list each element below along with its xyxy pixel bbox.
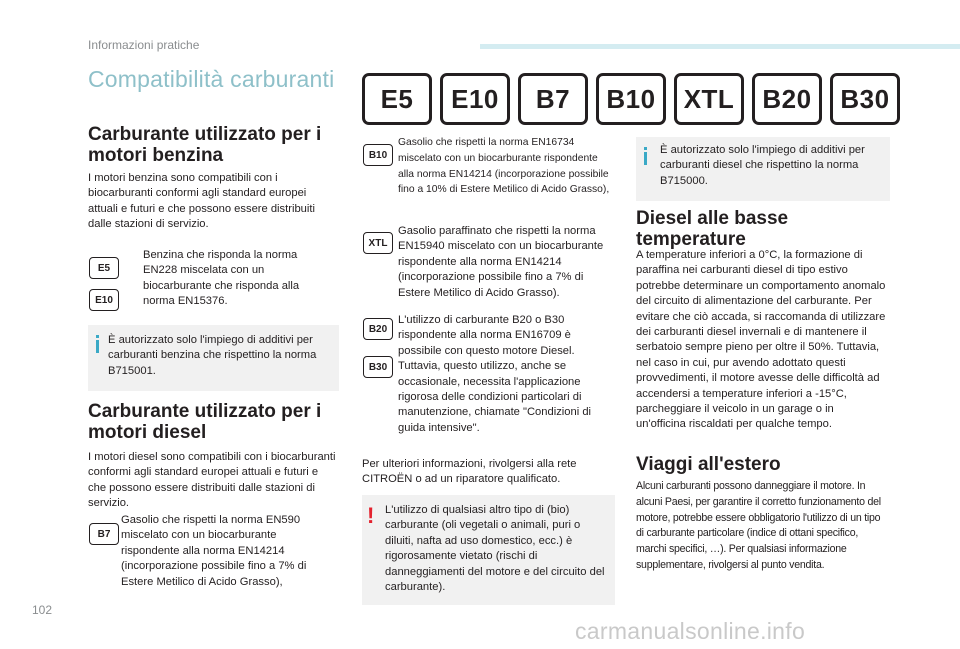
travel-heading: Viaggi all'estero bbox=[636, 454, 781, 475]
cold-heading: Diesel alle basse temperature bbox=[636, 208, 789, 250]
petrol-badge-e10: E10 bbox=[89, 289, 119, 311]
diesel-badge-b7: B7 bbox=[89, 523, 119, 545]
header-bar bbox=[480, 44, 960, 49]
diesel-intro: I motori diesel sono compatibili con i biocarburanti conformi agli standard europei attuali e futuri e che possono essere distribuiti dalle stazioni di servizio. bbox=[88, 451, 336, 510]
b10-badge: B10 bbox=[363, 144, 393, 166]
page-number: 102 bbox=[32, 603, 53, 617]
fuel-badge-b10: B10 bbox=[596, 73, 666, 125]
cold-text: A temperature inferiori a 0°C, la formazione di paraffina nei carburanti diesel di tipo estivo potrebbe determinare un comportamento anomalo del circuito di alimentazione del carburante. Per evitare che ciò accada, si raccomanda di utilizzare dei carburanti diesel invernali e di mantenere il serbatoio sempre pieno per oltre il 50%. Tuttavia, nel caso in cui, pur avendo adottato questi provvedimenti, il motore avesse delle difficoltà ad accendersi a temperature inferiori a -15°C, parcheggiare il veicolo in un garage o in un'officina riscaldati per qualche tempo. bbox=[636, 249, 886, 431]
warning-icon: ! bbox=[367, 503, 375, 528]
petrol-heading: Carburante utilizzato per i motori benzina bbox=[88, 124, 322, 166]
b7-text: Gasolio che rispetti la norma EN590 miscelato con un biocarburante rispondente alla norma EN14214 (incorporazione possibile fino a 7% di Estere Metilico di Acido Grasso), bbox=[121, 514, 307, 588]
page-title: Compatibilità carburanti bbox=[88, 66, 335, 92]
diesel-note-text: È autorizzato solo l'impiego di additivi per carburanti diesel che rispettino la norma B715000. bbox=[660, 144, 865, 187]
warning-note bbox=[362, 495, 615, 605]
fuel-badge-b20: B20 bbox=[752, 73, 822, 125]
b20-badge: B20 bbox=[363, 318, 393, 340]
fuel-badge-e10: E10 bbox=[440, 73, 510, 125]
petrol-text: Benzina che risponda la norma EN228 miscelata con un biocarburante che risponda alla norma EN15376. bbox=[143, 249, 300, 308]
fuel-badge-xtl: XTL bbox=[674, 73, 744, 125]
watermark: carmanualsonline.info bbox=[575, 618, 806, 644]
petrol-note-text: È autorizzato solo l'impiego di additivi per carburanti benzina che rispettino la norma B715001. bbox=[108, 334, 317, 377]
travel-text: Alcuni carburanti possono danneggiare il motore. In alcuni Paesi, per garantire il corretto funzionamento del motore, potrebbe essere obbligatorio l'utilizzo di un tipo di carburante particolare (indice di ottani specifico, marchi specifici, …). Per qualsiasi informazione supplementare, rivolgersi al punto vendita. bbox=[636, 480, 881, 571]
xtl-badge: XTL bbox=[363, 232, 393, 254]
diesel-note bbox=[636, 137, 890, 201]
petrol-badge-e5: E5 bbox=[89, 257, 119, 279]
info-text: Per ulteriori informazioni, rivolgersi alla rete CITROËN o ad un riparatore qualificato. bbox=[362, 458, 577, 486]
fuel-badge-b30: B30 bbox=[830, 73, 900, 125]
petrol-intro: I motori benzina sono compatibili con i biocarburanti conformi agli standard europei attuali e futuri e che possono essere distribuiti dalle stazioni di servizio. bbox=[88, 172, 315, 231]
b10-text: Gasolio che rispetti la norma EN16734 miscelato con un biocarburante rispondente alla norma EN14214 (incorporazione possibile fino a 10% di Estere Metilico di Acido Grasso), bbox=[398, 137, 610, 196]
fuel-badge-e5: E5 bbox=[362, 73, 432, 125]
b20-b30-text: L'utilizzo di carburante B20 o B30 rispondente alla norma EN16709 è possibile con questo motore Diesel. Tuttavia, questo utilizzo, anche se occasionale, necessita l'applicazione rigorosa delle condizioni particolari di manutenzione, chiamate "Condizioni di guida intensive". bbox=[398, 314, 592, 434]
info-icon bbox=[644, 147, 647, 165]
fuel-badge-b7: B7 bbox=[518, 73, 588, 125]
info-icon bbox=[96, 335, 99, 353]
section-header: Informazioni pratiche bbox=[88, 38, 200, 52]
diesel-heading: Carburante utilizzato per i motori diesel bbox=[88, 401, 322, 443]
b30-badge: B30 bbox=[363, 356, 393, 378]
petrol-note bbox=[88, 325, 339, 391]
warning-text: L'utilizzo di qualsiasi altro tipo di (bio) carburante (oli vegetali o animali, puri o diluiti, nafta ad uso domestico, ecc.) è rigorosamente vietato (rischi di danneggiamenti del motore e del circuito del carburante). bbox=[385, 504, 605, 594]
xtl-text: Gasolio paraffinato che rispetti la norma EN15940 miscelato con un biocarburante rispondente alla norma EN14214 (incorporazione possibile fino a 7% di Estere Metilico di Acido Grasso). bbox=[398, 225, 604, 299]
